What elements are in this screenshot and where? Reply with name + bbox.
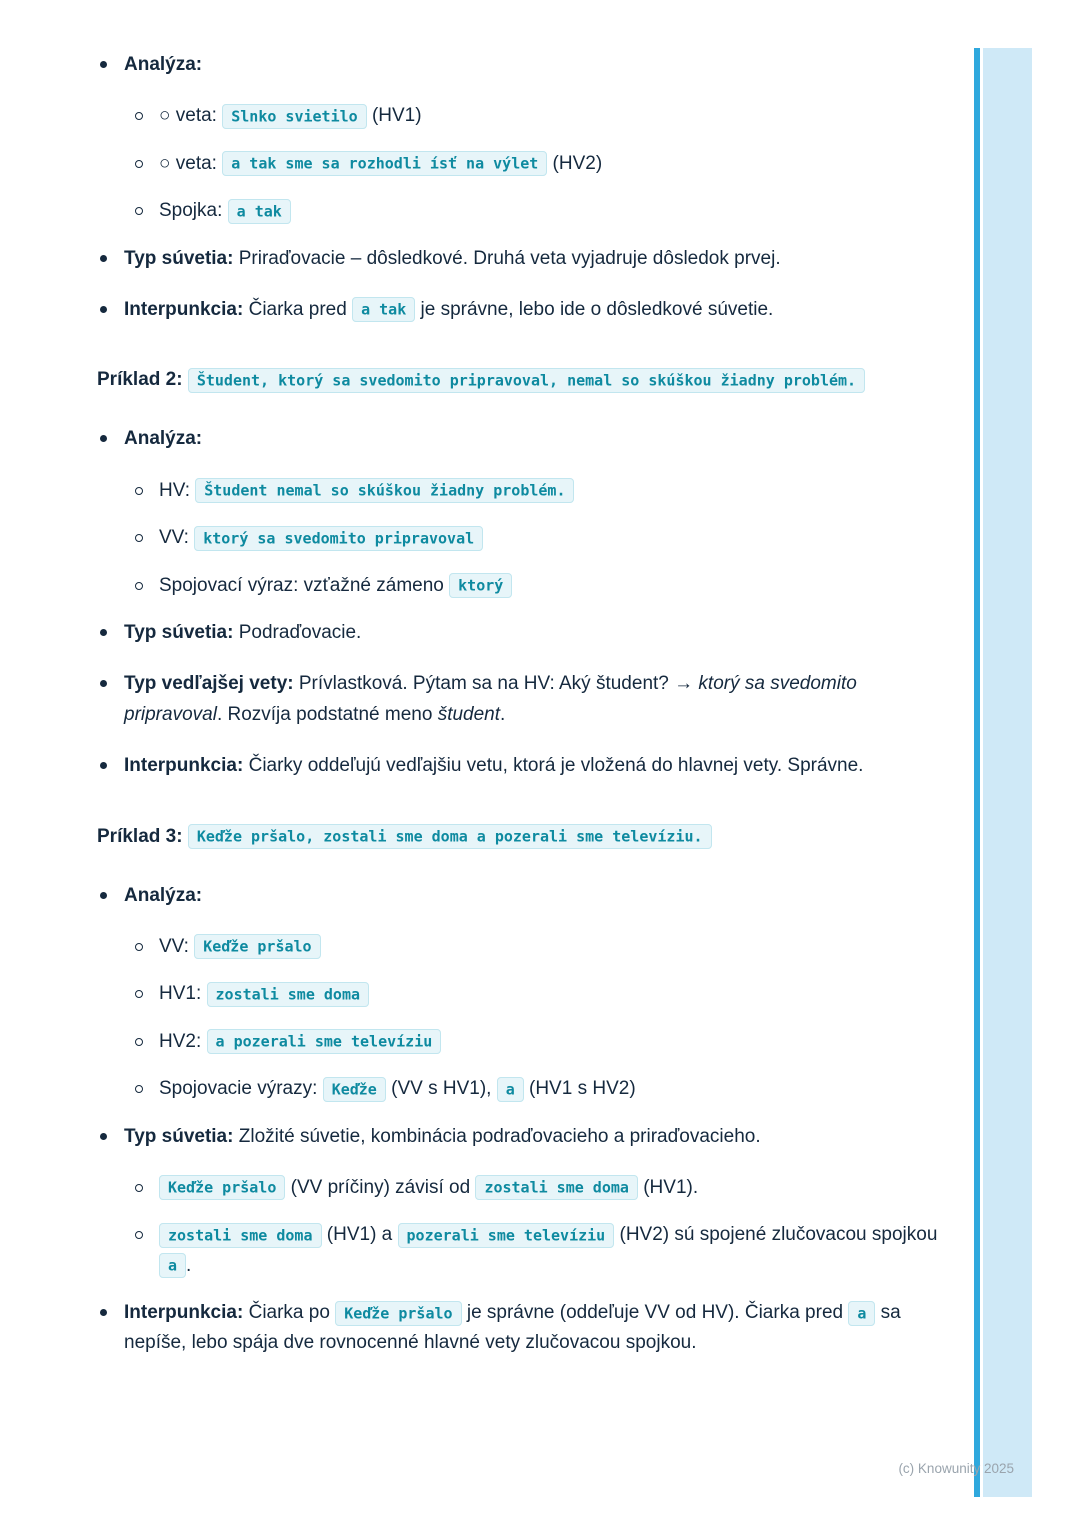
block-text xyxy=(124,755,863,776)
block-text xyxy=(159,480,574,501)
code-chip: zostali sme doma xyxy=(159,1223,322,1248)
bullet-icon xyxy=(100,892,107,899)
text-run: . xyxy=(186,1254,192,1276)
bullet-icon xyxy=(100,1309,107,1316)
text-run: HV2: xyxy=(159,1030,207,1052)
block-text xyxy=(159,936,321,957)
text-run: je správne, lebo ide o dôsledkové súvetie. xyxy=(415,298,774,320)
circle-icon xyxy=(135,160,143,168)
code-chip: Študent nemal so skúškou žiadny problém. xyxy=(195,478,574,503)
text-run: Analýza: xyxy=(124,428,203,450)
text-run: Typ súvetia: xyxy=(124,1125,234,1147)
block-text xyxy=(124,622,361,643)
code-chip: ktorý xyxy=(449,573,512,598)
text-run: Čiarka po xyxy=(243,1302,336,1324)
text-run: Typ súvetia: xyxy=(124,247,234,269)
code-chip: zostali sme doma xyxy=(475,1175,638,1200)
list-item xyxy=(97,424,943,454)
code-chip: pozerali sme televíziu xyxy=(398,1223,615,1248)
block-text xyxy=(159,1078,636,1099)
text-run: je správne (oddeľuje VV od HV). Čiarka pred xyxy=(461,1302,849,1324)
text-run: (HV1 s HV2) xyxy=(523,1078,636,1100)
bullet-icon xyxy=(100,255,107,262)
list-item xyxy=(97,196,943,226)
bullet-icon xyxy=(100,435,107,442)
text-run: (HV2) sú spojené zlučovacou spojkou xyxy=(614,1224,938,1246)
list-item xyxy=(97,881,943,911)
block-text xyxy=(124,54,202,75)
block-text xyxy=(124,1302,901,1353)
block-text xyxy=(124,673,857,724)
list-item xyxy=(97,244,943,274)
circle-icon xyxy=(135,1085,143,1093)
block-text xyxy=(97,369,865,390)
text-run: ○ veta: xyxy=(159,152,223,174)
example-heading xyxy=(97,818,943,855)
text-run: Prívlastková. Pýtam sa na HV: Aký študent? → xyxy=(293,673,699,695)
text-run: (HV1). xyxy=(637,1176,699,1198)
bullet-icon xyxy=(100,306,107,313)
bullet-icon xyxy=(100,629,107,636)
block-text xyxy=(159,1177,698,1198)
text-run: študent xyxy=(437,703,501,725)
text-run: (HV2) xyxy=(547,152,603,174)
circle-icon xyxy=(135,207,143,215)
text-run: Interpunkcia: xyxy=(124,755,244,777)
list-item xyxy=(97,1027,943,1057)
code-chip: Keďže pršalo xyxy=(159,1175,285,1200)
list-item xyxy=(97,618,943,648)
circle-icon xyxy=(135,582,143,590)
block-text xyxy=(159,153,602,174)
list-item xyxy=(97,1298,943,1359)
code-chip: a pozerali sme televíziu xyxy=(207,1029,442,1054)
list-item xyxy=(97,476,943,506)
page-edge-accent-strip xyxy=(983,48,1032,1497)
text-run: . xyxy=(500,703,506,725)
text-run: Analýza: xyxy=(124,884,203,906)
code-chip: Študent, ktorý sa svedomito pripravoval, nemal so skúškou žiadny problém. xyxy=(188,368,865,393)
text-run: Zložité súvetie, kombinácia podraďovacieho a priraďovacieho. xyxy=(233,1125,761,1147)
list-item xyxy=(97,1220,943,1281)
list-item xyxy=(97,669,943,730)
list-item xyxy=(97,571,943,601)
block-text xyxy=(124,248,781,269)
text-run: ○ veta: xyxy=(159,105,223,127)
text-run: Príklad 2: xyxy=(97,369,188,391)
code-chip: a tak xyxy=(352,297,415,322)
bullet-icon xyxy=(100,762,107,769)
text-run: Čiarka pred xyxy=(243,298,353,320)
block-text xyxy=(97,826,712,847)
document-content xyxy=(97,50,943,1380)
code-chip: Slnko svietilo xyxy=(222,104,366,129)
circle-icon xyxy=(135,1038,143,1046)
code-chip: zostali sme doma xyxy=(207,982,370,1007)
bullet-icon xyxy=(100,1133,107,1140)
code-chip: Keďže pršalo xyxy=(194,934,320,959)
code-chip: Keďže xyxy=(323,1077,386,1102)
circle-icon xyxy=(135,112,143,120)
list-item xyxy=(97,1122,943,1152)
text-run: (HV1) xyxy=(366,105,422,127)
block-text xyxy=(159,105,422,126)
circle-icon xyxy=(135,943,143,951)
text-run: (HV1) a xyxy=(321,1224,398,1246)
text-run: Spojovacie výrazy: xyxy=(159,1078,323,1100)
circle-icon xyxy=(135,487,143,495)
example-heading xyxy=(97,361,943,398)
copyright-footer: (c) Knowunity 2025 xyxy=(898,1461,1014,1476)
text-run: VV: xyxy=(159,935,195,957)
text-run: sa nepíše, lebo spája dve rovnocenné hlavné vety zlučovacou spojkou. xyxy=(124,1302,901,1354)
code-chip: Keďže pršalo xyxy=(335,1301,461,1326)
text-run: ktorý sa svedomito pripravoval xyxy=(124,673,857,725)
text-run: Príklad 3: xyxy=(97,825,188,847)
code-chip: Keďže pršalo, zostali sme doma a pozerali sme televíziu. xyxy=(188,824,712,849)
circle-icon xyxy=(135,990,143,998)
code-chip: a xyxy=(159,1253,186,1278)
text-run: Typ súvetia: xyxy=(124,621,234,643)
list-item xyxy=(97,50,943,80)
page-edge-accent-line xyxy=(974,48,980,1497)
bullet-icon xyxy=(100,61,107,68)
list-item xyxy=(97,101,943,131)
text-run: HV1: xyxy=(159,983,207,1005)
list-item xyxy=(97,932,943,962)
text-run: HV: xyxy=(159,479,196,501)
code-chip: a xyxy=(497,1077,524,1102)
text-run: Typ vedľajšej vety: xyxy=(124,673,294,695)
list-item xyxy=(97,523,943,553)
block-text xyxy=(124,428,202,449)
list-item xyxy=(97,751,943,781)
block-text xyxy=(159,983,369,1004)
list-item xyxy=(97,1074,943,1104)
block-text xyxy=(124,299,773,320)
code-chip: a tak xyxy=(228,199,291,224)
list-item xyxy=(97,1173,943,1203)
block-text xyxy=(159,527,483,548)
text-run: Podraďovacie. xyxy=(233,621,362,643)
bullet-icon xyxy=(100,680,107,687)
list-item xyxy=(97,979,943,1009)
list-item xyxy=(97,295,943,325)
text-run: Spojka: xyxy=(159,200,228,222)
text-run: Priraďovacie – dôsledkové. Druhá veta vyjadruje dôsledok prvej. xyxy=(233,247,781,269)
circle-icon xyxy=(135,534,143,542)
text-run: Interpunkcia: xyxy=(124,1302,244,1324)
block-text xyxy=(124,1126,761,1147)
code-chip: a xyxy=(848,1301,875,1326)
circle-icon xyxy=(135,1184,143,1192)
text-run: Čiarky oddeľujú vedľajšiu vetu, ktorá je vložená do hlavnej vety. Správne. xyxy=(243,755,864,777)
code-chip: a tak sme sa rozhodli ísť na výlet xyxy=(222,151,547,176)
block-text xyxy=(159,200,291,221)
text-run: (VV príčiny) závisí od xyxy=(285,1176,476,1198)
circle-icon xyxy=(135,1231,143,1239)
code-chip: ktorý sa svedomito pripravoval xyxy=(194,526,483,551)
block-text xyxy=(159,1031,441,1052)
text-run: VV: xyxy=(159,527,195,549)
text-run: (VV s HV1), xyxy=(385,1078,497,1100)
text-run: . Rozvíja podstatné meno xyxy=(216,703,438,725)
block-text xyxy=(159,1224,937,1275)
block-text xyxy=(159,575,512,596)
text-run: Analýza: xyxy=(124,54,203,75)
block-text xyxy=(124,885,202,906)
list-item xyxy=(97,149,943,179)
text-run: Interpunkcia: xyxy=(124,298,244,320)
text-run: Spojovací výraz: vzťažné zámeno xyxy=(159,574,450,596)
